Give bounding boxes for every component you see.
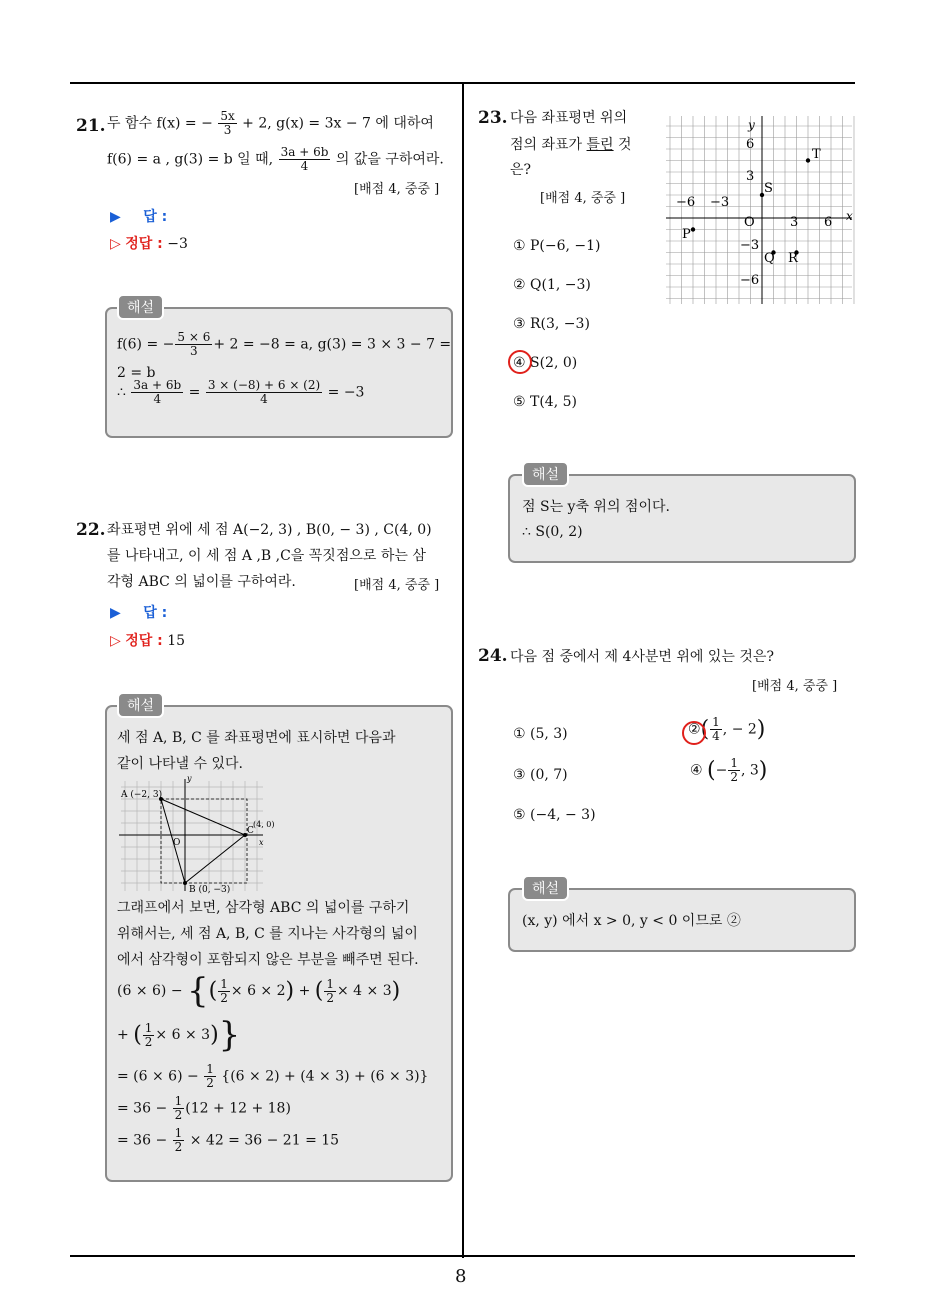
- equation-line-4: = 36 − $\frac{1}{2}$ (12 + 12 + 18): [117, 1094, 291, 1122]
- answer-label: 답 :: [143, 605, 168, 621]
- underlined-word: 틀린: [586, 137, 614, 153]
- svg-text:C: C: [247, 826, 254, 836]
- solution-line-5: 에서 삼각형이 포함되지 않은 부분을 빼주면 된다.: [117, 952, 419, 968]
- question-number: 24.: [478, 646, 508, 666]
- correct-answer-row: [110, 630, 185, 650]
- score-label: [배점 4, 중중 ]: [354, 578, 440, 593]
- solution-line-1: 세 점 A, B, C 를 좌표평면에 표시하면 다음과: [117, 730, 396, 746]
- solution-line-4: 위해서는, 세 점 A, B, C 를 지나는 사각형의 넓이: [117, 926, 418, 942]
- svg-text:O: O: [744, 215, 755, 230]
- page-number: 8: [455, 1266, 467, 1287]
- svg-text:y: y: [748, 118, 755, 132]
- svg-text:(4, 0): (4, 0): [253, 820, 275, 829]
- solution-tag: 해설: [522, 461, 569, 487]
- svg-text:−3: −3: [710, 195, 730, 210]
- svg-text:Q: Q: [764, 251, 775, 266]
- solution-box: [105, 705, 453, 1182]
- question-line-3: 은?: [510, 162, 532, 178]
- coordinate-graph: [666, 116, 854, 304]
- option-2[interactable]: ②( $\frac{1}{4}$ , − 2): [688, 715, 766, 743]
- svg-text:6: 6: [824, 215, 833, 230]
- column-divider: [462, 82, 464, 1258]
- score-label: [배점 4, 중중 ]: [354, 182, 440, 197]
- question-number: 22.: [76, 520, 106, 540]
- point-marker: [691, 227, 695, 231]
- fraction: $\frac{5x}{3}$: [220, 109, 235, 137]
- option-5[interactable]: ⑤ T(4, 5): [513, 394, 577, 410]
- svg-text:−3: −3: [740, 238, 760, 253]
- score-label: [배점 4, 중중 ]: [752, 679, 838, 694]
- option-4[interactable]: ④ (− $\frac{1}{2}$ , 3): [690, 756, 768, 784]
- bottom-rule: [70, 1255, 855, 1257]
- question-line-2: 점의 좌표가 틀린 것: [510, 137, 632, 153]
- answer-label: 답 :: [143, 209, 168, 225]
- equation-line-2: + ( $\frac{1}{2}$ × 6 × 3)}: [117, 1015, 241, 1055]
- correct-label: 정답 :: [125, 633, 163, 649]
- svg-text:−6: −6: [676, 195, 696, 210]
- svg-text:6: 6: [746, 137, 755, 152]
- option-1[interactable]: ① (5, 3): [513, 726, 568, 742]
- question-line-1: 좌표평면 위에 세 점 A(−2, 3) , B(0, − 3) , C(4, 0): [107, 522, 432, 538]
- point-marker: [806, 158, 810, 162]
- solution-line-1: 점 S는 y축 위의 점이다.: [522, 499, 670, 515]
- solution-line-2: 같이 나타낼 수 있다.: [117, 756, 243, 772]
- solution-line-3: 그래프에서 보면, 삼각형 ABC 의 넓이를 구하기: [117, 900, 410, 916]
- solution-tag: 해설: [522, 875, 569, 901]
- svg-text:A (−2, 3): A (−2, 3): [121, 790, 163, 800]
- correct-value: 15: [167, 633, 186, 649]
- svg-text:y: y: [187, 774, 192, 783]
- solution-line-1: (x, y) 에서 x > 0, y < 0 이므로 ②: [522, 913, 741, 929]
- svg-text:B (0, −3): B (0, −3): [189, 885, 231, 895]
- correct-answer-row: [110, 233, 188, 253]
- question-line-3: 각형 ABC 의 넓이를 구하여라.: [107, 574, 296, 590]
- correct-value: −3: [167, 236, 188, 252]
- option-1[interactable]: ① P(−6, −1): [513, 238, 601, 254]
- solution-tag: 해설: [117, 294, 164, 320]
- option-4[interactable]: ④ S(2, 0): [513, 355, 578, 371]
- svg-text:T: T: [812, 147, 821, 162]
- solution-box: [508, 474, 856, 563]
- svg-text:3: 3: [790, 215, 799, 230]
- option-2[interactable]: ② Q(1, −3): [513, 277, 591, 293]
- question-line-1: 다음 점 중에서 제 4사분면 위에 있는 것은?: [510, 649, 774, 665]
- outline-triangle-icon: ▷: [110, 236, 121, 252]
- question-line-2: f(6) = a , g(3) = b 일 때, $\frac{3a + 6b}{4}$ 의 값을 구하여라.: [107, 145, 444, 173]
- solution-line-1: f(6) = − $\frac{5 \times 6}{3}$ + 2 = −8 = a, g(3) = 3 × 3 − 7 =: [117, 330, 452, 358]
- svg-text:S: S: [764, 181, 773, 196]
- selected-answer-circle: [508, 350, 532, 374]
- question-line-2: 를 나타내고, 이 세 점 A ,B ,C을 꼭짓점으로 하는 삼: [107, 548, 426, 564]
- question-number: 23.: [478, 108, 508, 128]
- selected-answer-circle: [682, 721, 706, 745]
- outline-triangle-icon: ▷: [110, 633, 121, 649]
- equation-line-3: = (6 × 6) − $\frac{1}{2}$ {(6 × 2) + (4 × 3) + (6 × 3)}: [117, 1062, 429, 1090]
- triangle-graph: [117, 774, 275, 895]
- equation-line-5: = 36 − $\frac{1}{2}$ × 42 = 36 − 21 = 15: [117, 1126, 340, 1154]
- svg-text:3: 3: [746, 169, 755, 184]
- fraction: $\frac{3a + 6b}{4}$: [280, 145, 329, 173]
- triangle-icon: ▶: [110, 605, 121, 621]
- solution-line-2: 2 = b: [117, 365, 156, 381]
- answer-row: [110, 602, 167, 622]
- svg-text:x: x: [259, 838, 264, 847]
- svg-text:−6: −6: [740, 273, 760, 288]
- option-3[interactable]: ③ (0, 7): [513, 767, 568, 783]
- solution-tag: 해설: [117, 692, 164, 718]
- option-5[interactable]: ⑤ (−4, − 3): [513, 807, 596, 823]
- svg-text:R: R: [788, 251, 798, 266]
- solution-line-3: ∴ $\frac{3a + 6b}{4}$ = $\frac{3 \times (-8) + 6 \times (2)}{4}$ = −3: [117, 378, 365, 406]
- solution-box: [105, 307, 453, 438]
- equation-line-1: (6 × 6) − {( $\frac{1}{2}$ × 6 × 2) + ( $\frac{1}{2}$ × 4 × 3): [117, 971, 401, 1011]
- correct-label: 정답 :: [125, 236, 163, 252]
- score-label: [배점 4, 중중 ]: [540, 191, 626, 206]
- option-3[interactable]: ③ R(3, −3): [513, 316, 590, 332]
- answer-row: [110, 206, 167, 226]
- question-number: 21.: [76, 116, 106, 136]
- question-line-1: 다음 좌표평면 위의: [510, 110, 628, 126]
- svg-text:P: P: [682, 227, 691, 242]
- question-line-1: 두 함수 f(x) = − $\frac{5x}{3}$ + 2, g(x) = 3x − 7 에 대하여: [107, 109, 434, 137]
- svg-text:x: x: [846, 209, 853, 223]
- svg-text:O: O: [173, 838, 181, 848]
- triangle-icon: ▶: [110, 209, 121, 225]
- solution-line-2: ∴ S(0, 2): [522, 524, 583, 540]
